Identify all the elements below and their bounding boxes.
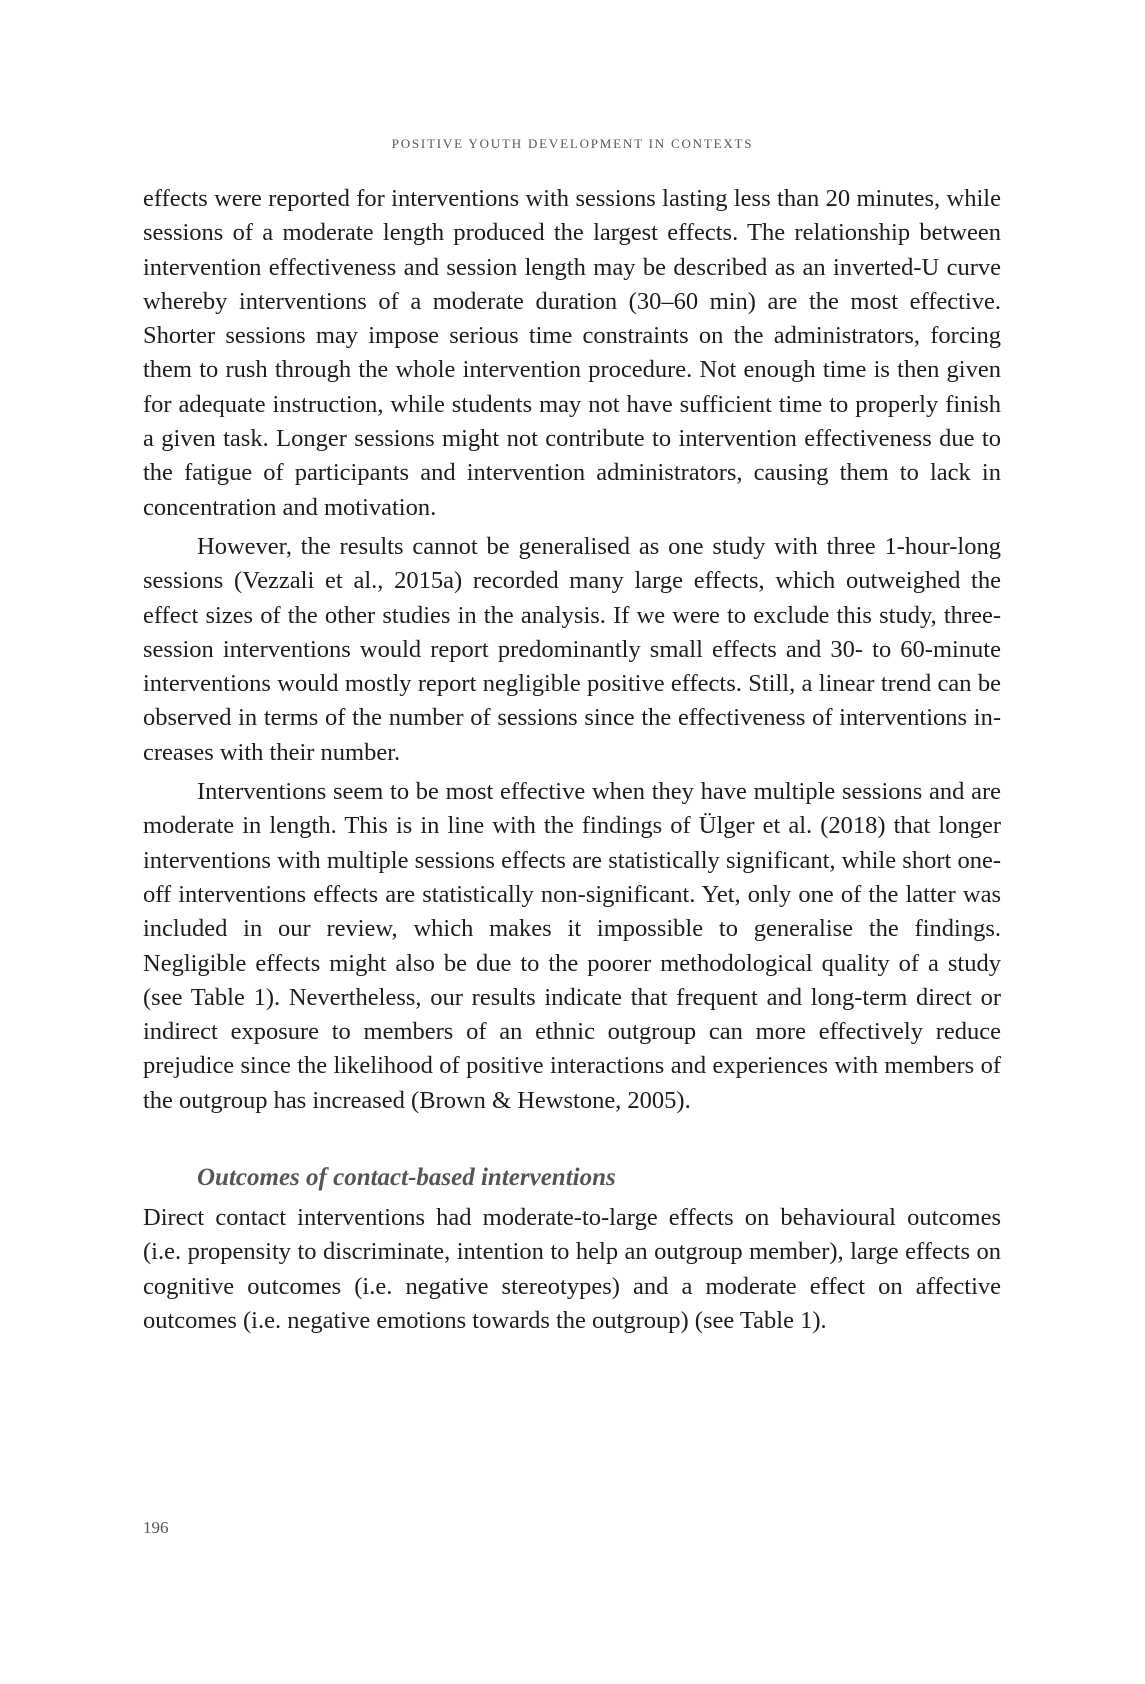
paragraph-outcomes: Direct contact interventions had moderate-to-large effects on behavioural outcomes (i.e. propensity to discriminate, intention to help an outgroup member), large effects on cognitive outcomes (i.e. negative stereotypes) and a moderate effect on affective outcomes (i.e. negative emotions towards the outgroup) (see Table 1). — [143, 1204, 1001, 1334]
body-text — [143, 182, 1001, 1338]
paragraph-multiple-sessions: Interventions seem to be most effective when they have multiple sessions and are moderate in length. This is in line with the findings of Ülger et al. (2018) that longer interventions with multiple sessions effects are statistically significant, while short one-off interventions effects are statistically non-significant. Yet, only one of the latter was included in our review, which makes it impossible to generalise the findings. Negligible effects might also be due to the poorer methodological quality of a study (see Table 1). Nevertheless, our results indicate that frequent and long-term direct or indirect exposure to members of an ethnic outgroup can more effectively reduce prejudice since the likelihood of positive interactions and experiences with members of the outgroup has increased (Brown & Hewstone, 2005). — [143, 778, 1001, 1114]
running-head: POSITIVE YOUTH DEVELOPMENT IN CONTEXTS — [391, 136, 754, 151]
page-number: 196 — [143, 1518, 169, 1537]
paragraph-generalisation: However, the results cannot be generalised as one study with three 1-hour-long sessions (Vezzali et al., 2015a) recorded many large effects, which outweighed the effect sizes of the other studies in the analysis. If we were to exclude this study, three-session interventions would report predominantly small effects and 30- to 60-minute interventions would mostly report negligible positive effects. Still, a linear trend can be observed in terms of the number of sessions since the effectiveness of interventions increases with their number. — [143, 532, 1001, 766]
section-subheading: Outcomes of contact-based interventions — [197, 1164, 616, 1192]
paragraph-continued: effects were reported for interventions with sessions lasting less than 20 minutes, while sessions of a moderate length produced the largest effects. The relationship between intervention effectiveness and session length may be described as an inverted-U curve whereby interventions of a moderate duration (30–60 min) are the most effective. Shorter sessions may impose serious time constraints on the administrators, forcing them to rush through the whole intervention procedure. Not enough time is then given for adequate instruction, while students may not have sufficient time to properly finish a given task. Longer sessions might not contribute to intervention effectiveness due to the fatigue of participants and intervention administrators, causing them to lack in concentration and motivation. — [143, 185, 1001, 521]
